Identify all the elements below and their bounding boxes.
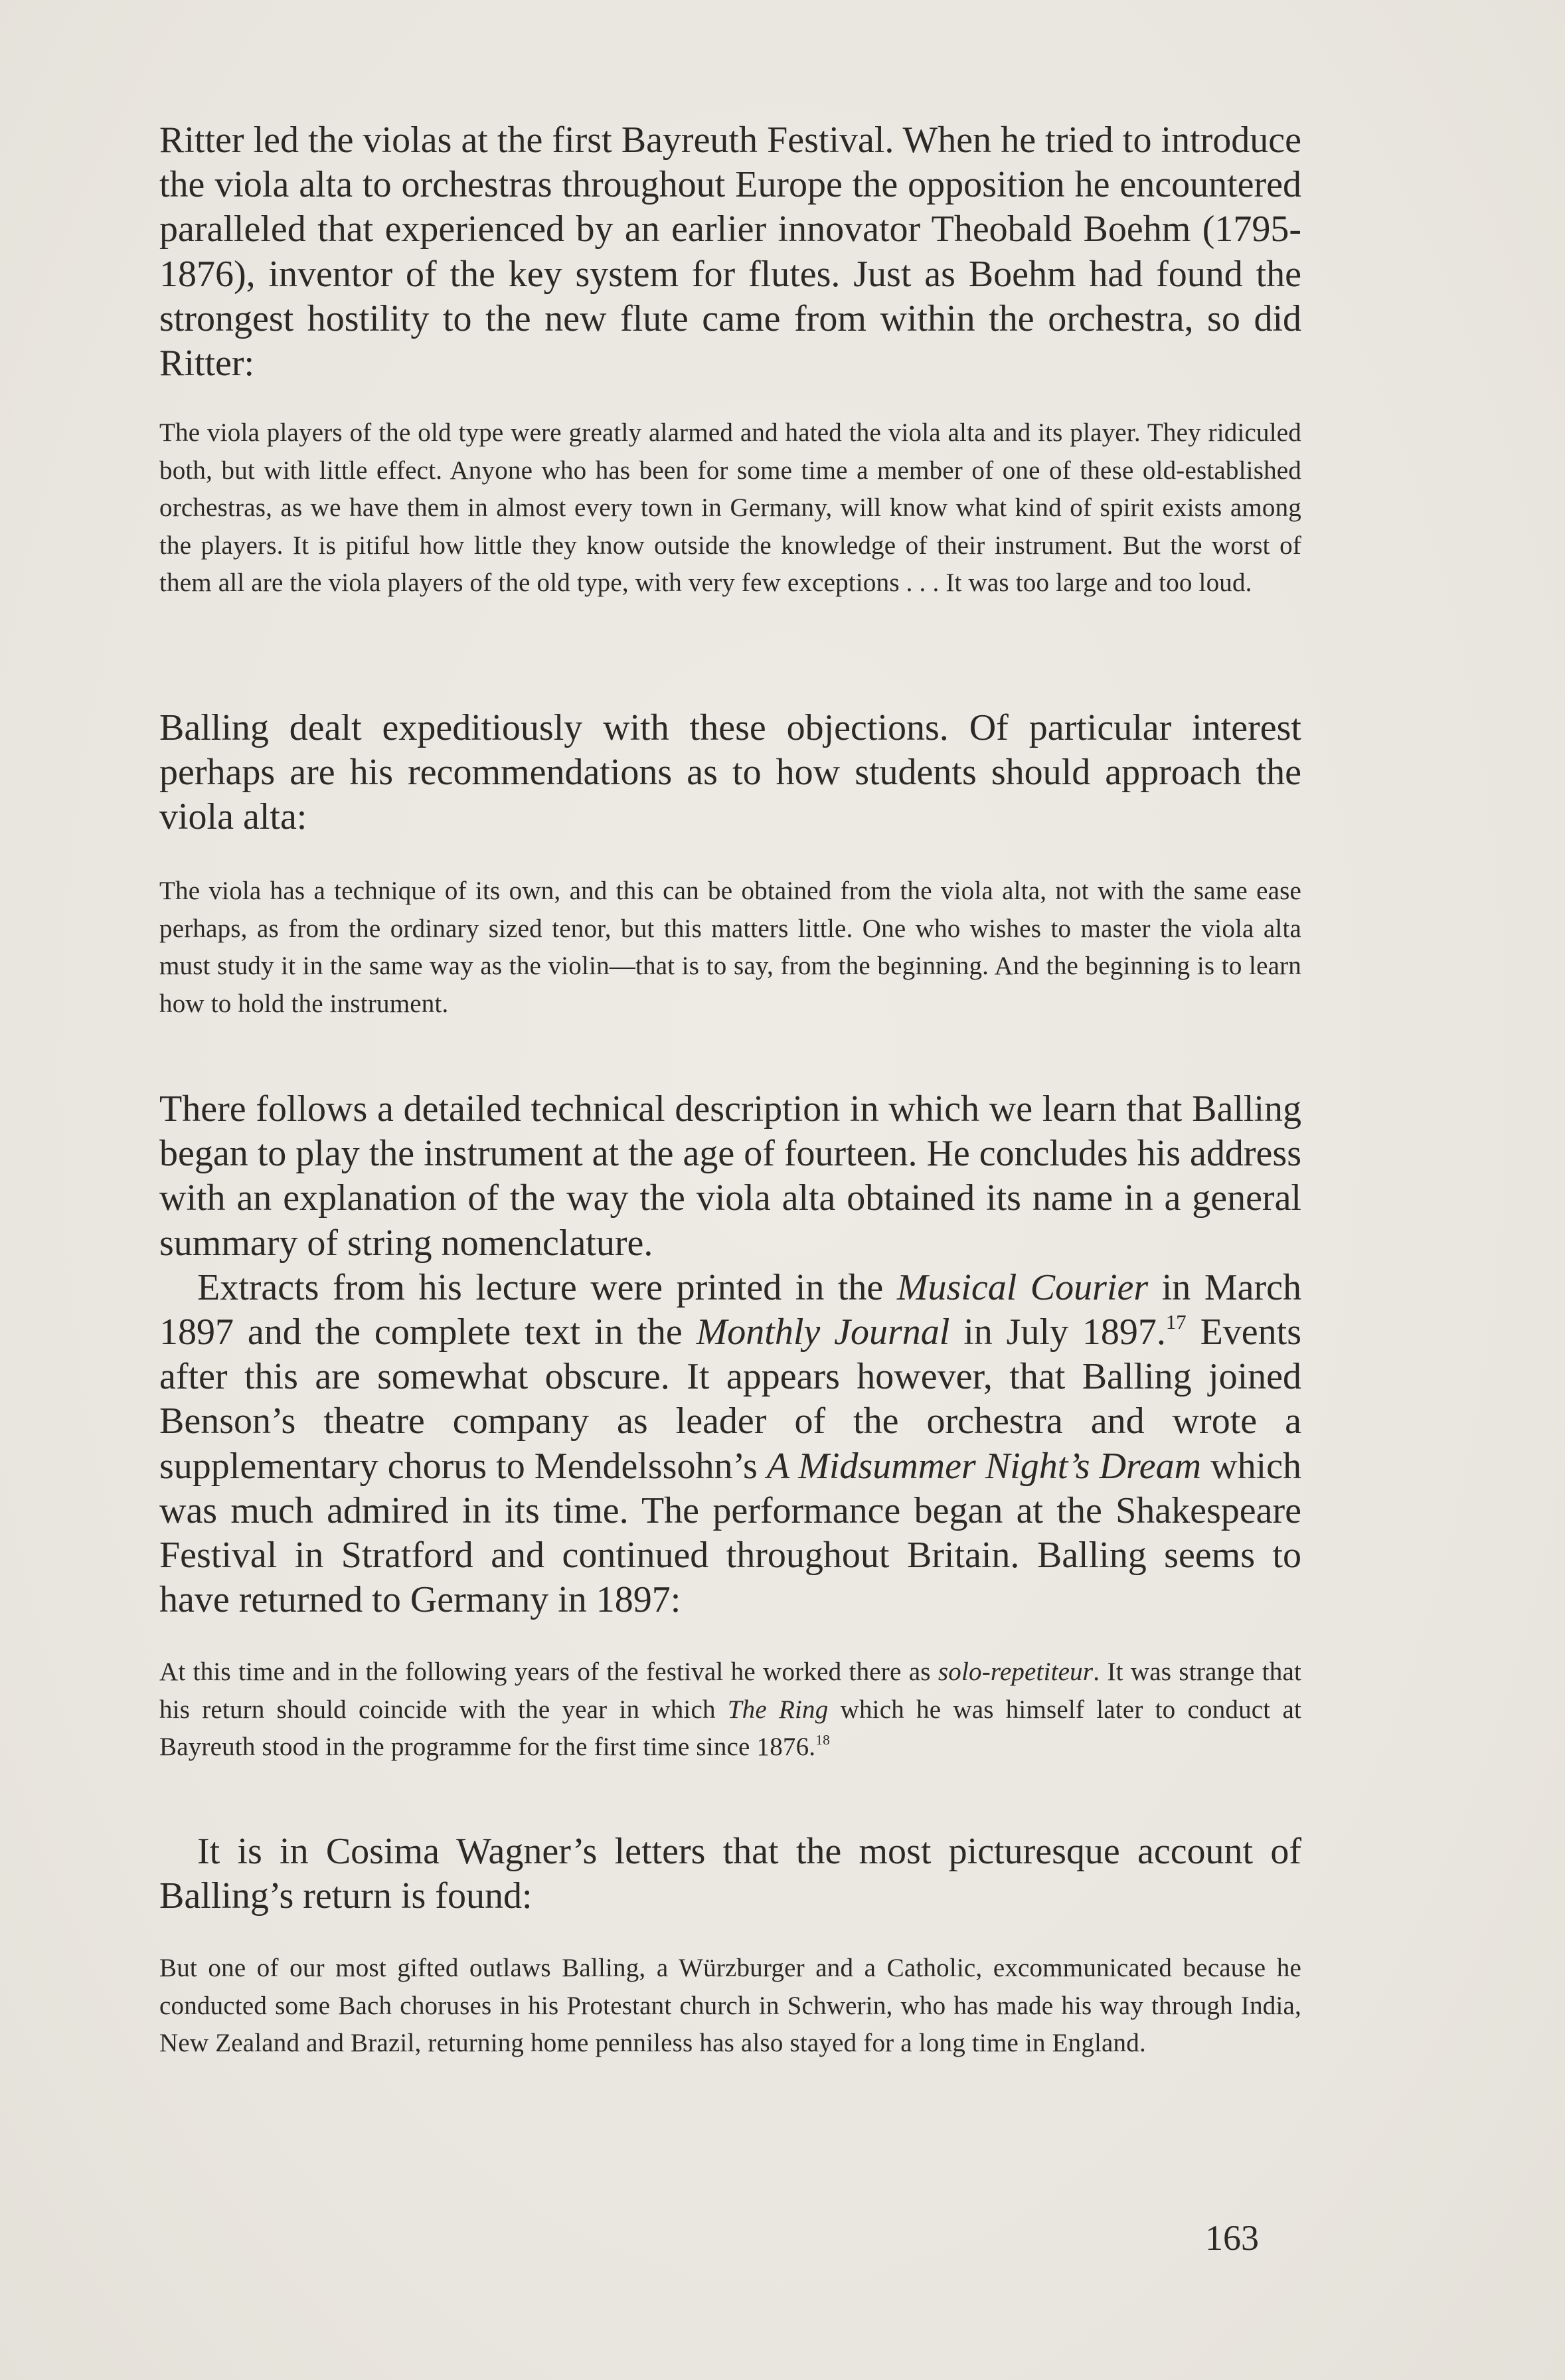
block-quote: The viola has a technique of its own, and this can be obtained from the viola alta, not with the same ease perhaps, as from the ordinary sized tenor, but this matters little. One who wishes to master the viola alta must study it in the same way as the violin—that is to say, from the beginning. And the beginning is to learn how to hold the instrument. [159,877,1301,1018]
paragraph-balling-objections [159,706,1301,840]
paragraph-cosima-wagner [159,1829,1301,1918]
text-run: At this time and in the following years of the festival he worked there as [159,1658,938,1686]
body-paragraph: Ritter led the violas at the first Bayreuth Festival. When he tried to introduce the viola alta to orchestras throughout Europe the opposition he encountered paralleled that experienced by an earlier innovator Theobald Boehm (1795-1876), inventor of the key system for flutes. Just as Boehm had found the strongest hostility to the new flute came from within the orchestra, so did Ritter: [159,120,1301,384]
text-run: Events after this are somewhat obscure. It appears however, that Balling joined Benson’s theatre company as leader of the orchestra and wrote a supplementary chorus to Mendelssohn’s [159,1312,1301,1487]
quote-gifted-outlaws [159,1950,1301,2063]
text-run: in July 1897. [949,1312,1166,1353]
text-run: . It was strange that his return should coincide with the year in which [159,1658,1301,1724]
italic-title: The Ring [727,1695,829,1724]
body-paragraph: Balling dealt expeditiously with these objections. Of particular interest perhaps are his recommendations as to how students should approach the viola alta: [159,707,1301,838]
text-run: which was much admired in its time. The performance began at the Shakespeare Festival in Stratford and continued throughout Britain. Balling seems to have returned to Germany in 1897: [159,1445,1301,1621]
text-run: Extracts from his lecture were printed in the [197,1266,897,1308]
page-number: 163 [1205,2218,1259,2258]
body-paragraph-extracts [159,1266,1301,1623]
text-run: which he was himself later to conduct at Bayreuth stood in the programme for the first time since 1876. [159,1695,1302,1761]
paragraph-ritter-violas [159,118,1301,386]
block-quote [159,1654,1301,1766]
quote-solo-repetiteur [159,1654,1301,1766]
block-quote: But one of our most gifted outlaws Balling, a Würzburger and a Catholic, excommunicated because he conducted some Bach choruses in his Protestant church in Schwerin, who has made his way through India, New Zealand and Brazil, returning home penniless has also stayed for a long time in England. [159,1954,1301,2057]
italic-term: solo-repetiteur [938,1658,1094,1686]
body-paragraph: It is in Cosima Wagner’s letters that the most picturesque account of Balling’s return is found: [159,1831,1301,1917]
italic-title: Musical Courier [896,1266,1149,1308]
italic-title: Monthly Journal [696,1312,950,1353]
footnote-marker: 18 [815,1731,831,1748]
paragraph-technical-description [159,1087,1301,1622]
quote-viola-players [159,414,1301,602]
quote-viola-technique [159,873,1301,1023]
footnote-marker: 17 [1165,1310,1187,1333]
block-quote: The viola players of the old type were greatly alarmed and hated the viola alta and its player. They ridiculed both, but with little effect. Anyone who has been for some time a member of one of these old-established orchestras, as we have them in almost every town in Germany, will know what kind of spirit exists among the players. It is pitiful how little they know outside the knowledge of their instrument. But the worst of them all are the viola players of the old type, with very few exceptions . . . It was too large and too loud. [159,418,1301,597]
text-run: in March 1897 and the complete text in the [159,1266,1301,1353]
body-paragraph: There follows a detailed technical description in which we learn that Balling began to play the instrument at the age of fourteen. He concludes his address with an explanation of the way the viola alta obtained its name in a general summary of string nomenclature. [159,1088,1301,1264]
italic-title: A Midsummer Night’s Dream [766,1445,1202,1487]
